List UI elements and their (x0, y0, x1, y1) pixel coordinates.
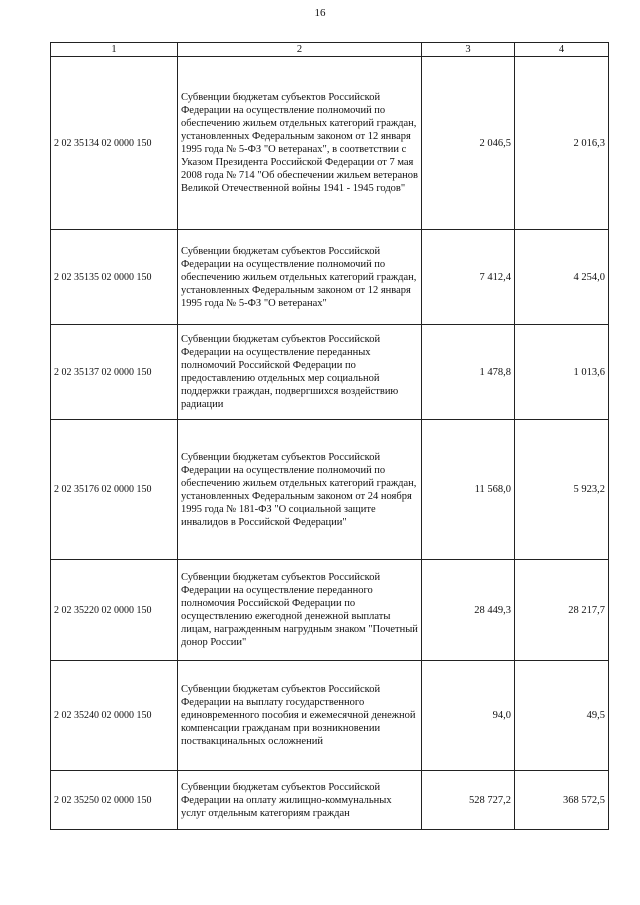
table-row (51, 57, 609, 230)
table-row (51, 230, 609, 325)
amount-column-3: 7 412,4 (422, 230, 515, 325)
budget-code: 2 02 35176 02 0000 150 (51, 420, 178, 560)
amount-column-3: 94,0 (422, 661, 515, 771)
budget-code: 2 02 35250 02 0000 150 (51, 771, 178, 830)
table-row (51, 420, 609, 560)
column-header-1: 1 (51, 43, 178, 57)
budget-code: 2 02 35240 02 0000 150 (51, 661, 178, 771)
column-header-3: 3 (422, 43, 515, 57)
budget-description: Субвенции бюджетам субъектов Российской Федерации на осуществление полномочий по обеспечению жильем отдельных категорий граждан, установленных Федеральным законом от 12 января 1995 года № 5-ФЗ "О ветеранах" (178, 230, 422, 325)
amount-column-4: 2 016,3 (515, 57, 609, 230)
column-header-4: 4 (515, 43, 609, 57)
table-row (51, 771, 609, 830)
budget-description: Субвенции бюджетам субъектов Российской Федерации на осуществление полномочий по обеспечению жильем отдельных категорий граждан, установленных Федеральным законом от 12 января 1995 года № 5-ФЗ "О ветеранах", в соответствии с Указом Президента Российской Федерации от 7 мая 2008 года № 714 "Об обеспечении жильем ветеранов Великой Отечественной войны 1941 - 1945 годов" (178, 57, 422, 230)
amount-column-3: 1 478,8 (422, 325, 515, 420)
amount-column-3: 2 046,5 (422, 57, 515, 230)
budget-description: Субвенции бюджетам субъектов Российской Федерации на выплату государственного единовременного пособия и ежемесячной денежной компенсации гражданам при возникновении поствакцинальных осложнений (178, 661, 422, 771)
amount-column-4: 368 572,5 (515, 771, 609, 830)
budget-table (50, 42, 609, 830)
page-number: 16 (314, 7, 326, 19)
budget-code: 2 02 35135 02 0000 150 (51, 230, 178, 325)
budget-description: Субвенции бюджетам субъектов Российской Федерации на оплату жилищно-коммунальных услуг отдельным категориям граждан (178, 771, 422, 830)
amount-column-4: 5 923,2 (515, 420, 609, 560)
amount-column-3: 528 727,2 (422, 771, 515, 830)
table-row (51, 560, 609, 661)
table-row (51, 325, 609, 420)
budget-code: 2 02 35134 02 0000 150 (51, 57, 178, 230)
budget-description: Субвенции бюджетам субъектов Российской Федерации на осуществление полномочий по обеспечению жильем отдельных категорий граждан, установленных Федеральным законом от 24 ноября 1995 года № 181-ФЗ "О социальной защите инвалидов в Российской Федерации" (178, 420, 422, 560)
budget-code: 2 02 35137 02 0000 150 (51, 325, 178, 420)
budget-code: 2 02 35220 02 0000 150 (51, 560, 178, 661)
amount-column-4: 4 254,0 (515, 230, 609, 325)
amount-column-4: 49,5 (515, 661, 609, 771)
table-header-row (51, 43, 609, 57)
amount-column-3: 11 568,0 (422, 420, 515, 560)
amount-column-3: 28 449,3 (422, 560, 515, 661)
column-header-2: 2 (178, 43, 422, 57)
table-row (51, 661, 609, 771)
budget-description: Субвенции бюджетам субъектов Российской Федерации на осуществление переданных полномочий Российской Федерации по предоставлению отдельных мер социальной поддержки граждан, подвергшихся воздействию радиации (178, 325, 422, 420)
amount-column-4: 1 013,6 (515, 325, 609, 420)
amount-column-4: 28 217,7 (515, 560, 609, 661)
budget-description: Субвенции бюджетам субъектов Российской Федерации на осуществление переданного полномочия Российской Федерации по осуществлению ежегодной денежной выплаты лицам, награжденным нагрудным знаком "Почетный донор России" (178, 560, 422, 661)
